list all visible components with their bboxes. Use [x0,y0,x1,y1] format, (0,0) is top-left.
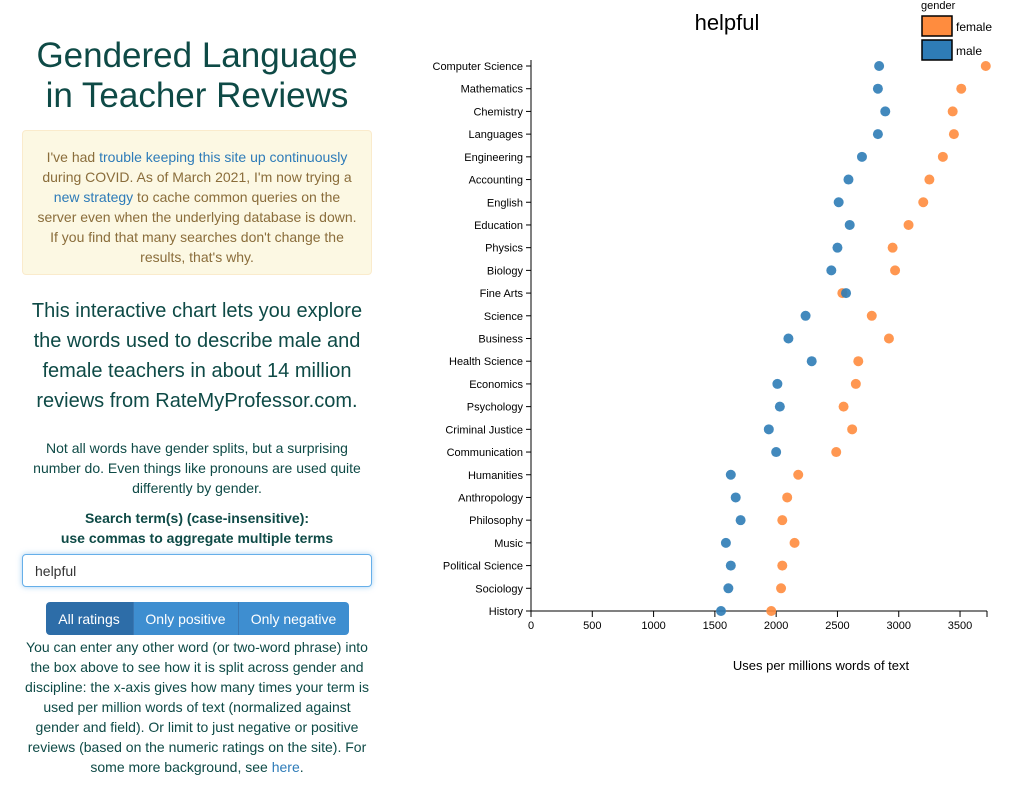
legend-male-label: male [956,44,983,58]
point-male[interactable] [843,175,853,185]
search-label-line2: use commas to aggregate multiple terms [60,530,334,546]
point-male[interactable] [880,106,890,116]
y-tick-label: Computer Science [432,61,523,73]
y-axis [433,60,532,618]
y-tick-label: Humanities [467,469,523,482]
y-tick-label: Education [474,219,523,232]
help-text [22,637,372,777]
point-female[interactable] [776,583,786,593]
x-tick-label: 3500 [947,620,973,632]
notice-alert [22,130,372,275]
point-female[interactable] [853,356,863,366]
point-female[interactable] [777,515,787,525]
x-tick-label: 0 [527,620,535,632]
y-tick-label: Psychology [466,401,523,414]
point-female[interactable] [918,197,928,207]
y-tick-label: Philosophy [469,515,523,528]
point-female[interactable] [851,379,861,389]
point-female[interactable] [884,334,894,344]
page-title: Gendered Language in Teacher Reviews [36,36,358,115]
only-positive-button[interactable]: Only positive [133,602,238,635]
y-tick-label: Health Science [449,356,523,369]
y-tick-label: Criminal Justice [445,424,523,437]
y-tick-label: Sociology [475,583,523,596]
x-tick-label: 2000 [763,620,789,632]
point-male[interactable] [736,515,746,525]
y-tick-label: Science [483,310,523,323]
y-tick-label: Engineering [464,151,523,164]
point-female[interactable] [949,129,959,139]
y-tick-label: Mathematics [460,83,523,96]
point-female[interactable] [790,538,800,548]
y-tick-label: Accounting [468,174,523,187]
x-tick-label: 1000 [641,620,666,632]
x-tick-label: 2500 [825,620,850,632]
search-label-line1: Search term(s) (case-insensitive): [84,510,310,526]
x-tick-label: 1500 [702,620,728,632]
point-male[interactable] [874,61,884,71]
point-male[interactable] [723,583,733,593]
point-male[interactable] [783,334,793,344]
point-female[interactable] [981,61,991,71]
legend-title: gender [921,0,956,12]
notice-text-post: to cache common queries on the server even when the underlying database is down. If you find that many searches don't change the results, that's why. [37,189,357,265]
point-female[interactable] [890,265,900,275]
point-female[interactable] [956,84,966,94]
y-tick-label: English [486,197,523,210]
point-male[interactable] [873,84,883,94]
point-female[interactable] [793,470,803,480]
x-axis [528,611,987,632]
y-tick-label: Fine Arts [479,288,523,301]
search-label [22,508,372,548]
only-negative-button[interactable]: Only negative [238,602,349,635]
point-male[interactable] [834,197,844,207]
legend-female-swatch[interactable] [922,16,952,36]
y-tick-label: Music [494,537,523,550]
x-axis-label: Uses per millions words of text [732,658,910,673]
point-male[interactable] [832,243,842,253]
rating-filter-group [46,602,349,635]
y-tick-label: Physics [485,242,523,255]
point-female[interactable] [888,243,898,253]
point-male[interactable] [731,492,741,502]
y-tick-label: Economics [469,378,523,391]
point-male[interactable] [726,470,736,480]
point-male[interactable] [716,606,726,616]
notice-text-pre: I've had [46,149,100,165]
point-female[interactable] [777,561,787,571]
background-link[interactable]: here [271,759,300,775]
point-male[interactable] [726,561,736,571]
point-male[interactable] [807,356,817,366]
y-tick-label: Business [478,333,523,346]
point-male[interactable] [826,265,836,275]
point-male[interactable] [801,311,811,321]
point-male[interactable] [873,129,883,139]
y-tick-label: History [488,606,523,618]
point-male[interactable] [845,220,855,230]
point-male[interactable] [857,152,867,162]
search-input[interactable] [22,554,372,587]
point-male[interactable] [771,447,781,457]
point-female[interactable] [948,106,958,116]
trouble-link[interactable]: trouble keeping this site up continuously [99,149,348,165]
point-male[interactable] [841,288,851,298]
y-tick-label: Biology [486,265,523,278]
y-tick-label: Political Science [442,560,523,573]
notice-text-mid: during COVID. As of March 2021, I'm now trying a [42,169,352,185]
point-male[interactable] [721,538,731,548]
x-tick-label: 3000 [886,620,911,632]
point-male[interactable] [764,424,774,434]
new-strategy-link[interactable]: new strategy [53,189,134,205]
intro-text: This interactive chart lets you explore the words used to describe male and female teachers in about 14 million reviews from RateMyProfessor.com. [31,300,363,412]
point-female[interactable] [938,152,948,162]
point-female[interactable] [839,402,849,412]
help-text-body: You can enter any other word (or two-word phrase) into the box above to see how it is split across gender and discipline: the x-axis gives how many times your term is used per million words of text (normalized against gender and field). Or limit to just negative or positive reviews (based on the numeric ratings on the site). For some more background, see [25,639,369,775]
left-panel [22,36,372,777]
x-tick-label: 500 [583,620,602,632]
point-female[interactable] [904,220,914,230]
dot-chart [410,0,1030,789]
legend-male-swatch[interactable] [922,40,952,60]
point-female[interactable] [867,311,877,321]
data-points [716,61,991,616]
point-male[interactable] [772,379,782,389]
point-female[interactable] [782,492,792,502]
chart-title: helpful [694,10,760,35]
y-tick-label: Anthropology [458,492,523,505]
help-text-end: . [299,759,304,775]
y-tick-label: Communication [446,447,523,460]
point-female[interactable] [766,606,776,616]
all-ratings-button[interactable]: All ratings [46,602,133,635]
legend [921,0,992,60]
legend-female-label: female [956,20,993,34]
point-female[interactable] [924,175,934,185]
y-tick-label: Chemistry [473,106,523,119]
point-female[interactable] [847,424,857,434]
point-female[interactable] [831,447,841,457]
gender-split-note: Not all words have gender splits, but a surprising number do. Even things like pronouns are used quite differently by gender. [33,440,361,496]
point-male[interactable] [775,402,785,412]
y-tick-label: Languages [468,129,523,142]
